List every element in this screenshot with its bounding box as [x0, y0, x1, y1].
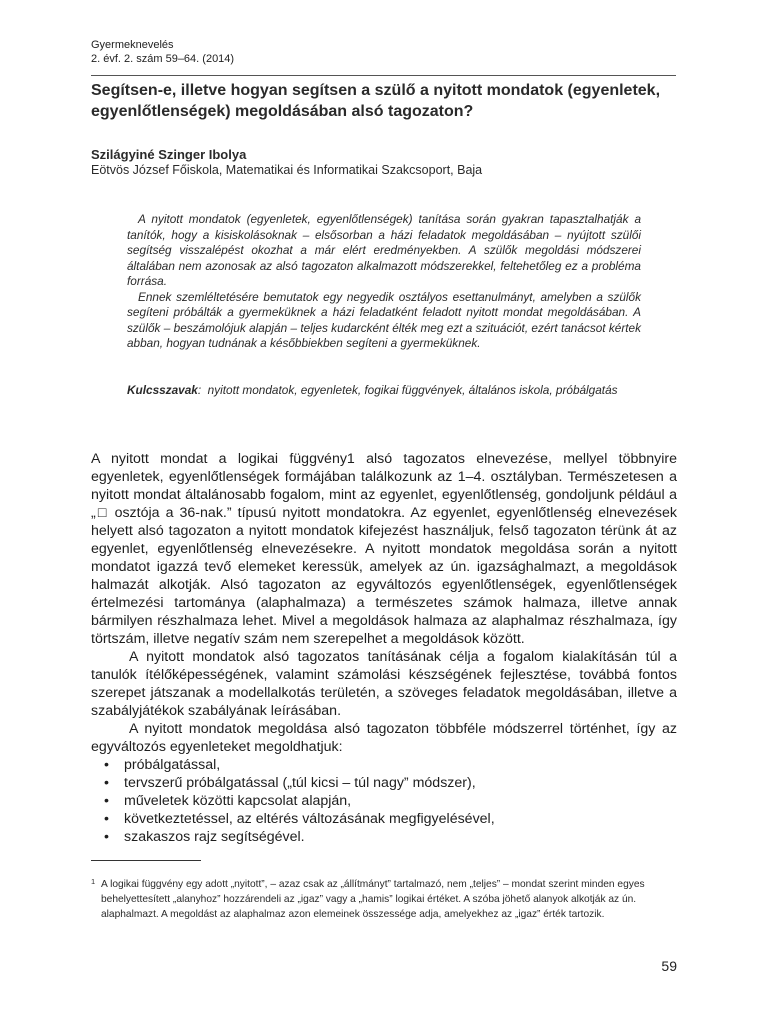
body-paragraph: A nyitott mondatok alsó tagozatos tanításának célja a fogalom kialakításán túl a tanulók ítélőképességének, valamint számolási készségének fejlesztése, továbbá fontos szerepet játszanak a modellalkotás területén, a szöveges feladatok megoldásában, illetve a szabályjátékok szabályának leírásában.	[91, 649, 677, 719]
list-item-text: következtetéssel, az eltérés változásának megfigyelésével,	[124, 811, 495, 827]
footnote-rule	[91, 860, 201, 861]
list-item-text: műveletek közötti kapcsolat alapján,	[124, 793, 352, 809]
list-item	[91, 792, 677, 810]
list-item-text: próbálgatással,	[124, 757, 221, 773]
bullet-icon: •	[104, 811, 109, 827]
abstract-paragraph: Ennek szemléltetésére bemutatok egy negyedik osztályos esettanulmányt, amelyben a szülők segíteni próbálták a gyermeküknek a házi feladatként feladott nyitott mondat megoldásában. A szülők – beszámolójuk alapján – teljes kudarcként élték meg ezt a szituációt, ezért tanácsot kértek abban, hogyan tudnának a későbbiekben segíteni a gyermeküknek.	[127, 289, 641, 350]
list-item-text: tervszerű próbálgatással („túl kicsi – túl nagy” módszer),	[124, 775, 476, 791]
body-paragraph: A nyitott mondatok megoldása alsó tagozaton többféle módszerrel történhet, így az egyváltozós egyenleteket megoldhatjuk:	[91, 721, 677, 755]
list-item-text: szakaszos rajz segítségével.	[124, 829, 305, 845]
list-item	[91, 774, 677, 792]
keywords: Kulcsszavak: nyitott mondatok, egyenletek, fogikai függvények, általános iskola, próbálgatás	[127, 383, 618, 397]
journal-issue: 2. évf. 2. szám 59–64. (2014)	[91, 53, 235, 65]
article-body	[91, 450, 677, 846]
header-rule	[91, 75, 676, 76]
method-list	[91, 756, 677, 846]
article-author: Szilágyiné Szinger Ibolya	[91, 147, 247, 162]
footnote	[91, 877, 677, 922]
keywords-text: nyitott mondatok, egyenletek, fogikai függvények, általános iskola, próbálgatás	[207, 383, 618, 397]
bullet-icon: •	[104, 829, 109, 845]
abstract	[127, 212, 641, 352]
author-affiliation: Eötvös József Főiskola, Matematikai és Informatikai Szakcsoport, Baja	[91, 163, 483, 177]
body-paragraph: A nyitott mondat a logikai függvény1 alsó tagozatos elnevezése, mellyel többnyire egyenletek, egyenlőtlenségek formájában találkozunk az 1–4. osztályban. Természetesen a nyitott mondat általánosabb fogalom, mint az egyenlet, egyenlőtlenség, gondoljunk például a „□ osztója a 36-nak.” típusú nyitott mondatokra. Az egyenlet, egyenlőtlenség elnevezések helyett alsó tagozaton a nyitott mondatok kifejezést használjuk, felső tagozaton térünk át az egyenlet, egyenlőtlenség elnevezésekre. A nyitott mondatok megoldása során a nyitott mondatot igazzá tevő elemeket keressük, amelyek az ún. igazsághalmazt, a megoldások halmazát alkotják. Alsó tagozaton az egyváltozós egyenlőtlenségek, egyenlőtlenségek értelmezési tartománya (alaphalmaza) a természetes számok halmaza, illetve annak bármilyen részhalmaza lehet. Mivel a megoldások halmaza az alaphalmaz részhalmaza, így törtszám, illetve negatív szám nem szerepelhet a megoldások között.	[91, 451, 677, 647]
list-item	[91, 810, 677, 828]
abstract-paragraph: A nyitott mondatok (egyenletek, egyenlőtlenségek) tanítása során gyakran tapasztalhatják a tanítók, hogy a kisiskolásoknak – elsősorban a házi feladatok megoldásában – nyújtott szülői segítség visszalépést okozhat a már elért eredményekben. A szülők megoldási módszerei általában nem azonosak az alsó tagozaton alkalmazott módszerekkel, feltehetőleg ez a probléma forrása.	[127, 212, 641, 288]
page-number: 59	[661, 958, 677, 974]
list-item	[91, 828, 677, 846]
bullet-icon: •	[104, 757, 109, 773]
bullet-icon: •	[104, 793, 109, 809]
journal-name: Gyermeknevelés	[91, 39, 174, 51]
journal-header	[91, 38, 234, 66]
footnote-mark: 1	[91, 877, 96, 886]
article-title: Segítsen-e, illetve hogyan segítsen a szülő a nyitott mondatok (egyenletek, egyenlőtlenségek) megoldásában alsó tagozaton?	[91, 82, 661, 120]
bullet-icon: •	[104, 775, 109, 791]
footnote-text: A logikai függvény egy adott „nyitott”, – azaz csak az „állítmányt” tartalmazó, nem „teljes” – mondat szerint minden egyes behelyettesített „alanyhoz” hozzárendeli az „igaz” vagy a „hamis” logikai értéket. A szóba jöhető alanyok alkotják az ún. alaphalmazt. A megoldást az alaphalmaz azon elemeinek összessége adja, amelyekhez az „igaz” érték tartozik.	[101, 879, 645, 920]
keywords-label: Kulcsszavak	[127, 383, 198, 397]
list-item	[91, 756, 677, 774]
